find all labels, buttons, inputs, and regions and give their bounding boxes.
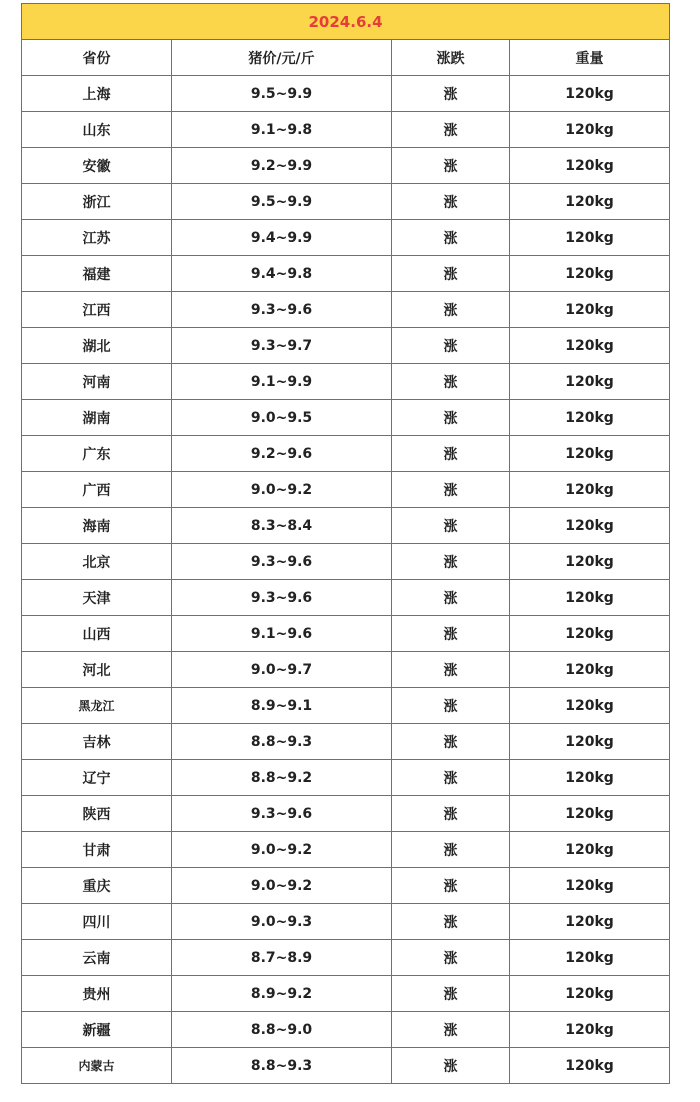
table-row xyxy=(22,1048,670,1084)
price-cell: 9.1~9.9 xyxy=(172,364,392,400)
change-cell: 涨 xyxy=(392,256,510,292)
price-cell: 8.8~9.3 xyxy=(172,724,392,760)
table-row xyxy=(22,760,670,796)
change-cell: 涨 xyxy=(392,904,510,940)
weight-cell: 120kg xyxy=(510,652,670,688)
table-row xyxy=(22,148,670,184)
province-cell: 上海 xyxy=(22,76,172,112)
table-row xyxy=(22,724,670,760)
province-cell: 河南 xyxy=(22,364,172,400)
table-row xyxy=(22,400,670,436)
change-cell: 涨 xyxy=(392,688,510,724)
change-cell: 涨 xyxy=(392,940,510,976)
table-row xyxy=(22,328,670,364)
change-cell: 涨 xyxy=(392,868,510,904)
price-cell: 9.3~9.6 xyxy=(172,544,392,580)
weight-cell: 120kg xyxy=(510,1012,670,1048)
price-cell: 9.3~9.6 xyxy=(172,292,392,328)
price-cell: 9.3~9.6 xyxy=(172,796,392,832)
table-row xyxy=(22,616,670,652)
price-cell: 8.8~9.0 xyxy=(172,1012,392,1048)
table-row xyxy=(22,436,670,472)
price-cell: 8.7~8.9 xyxy=(172,940,392,976)
province-cell: 山西 xyxy=(22,616,172,652)
table-row xyxy=(22,580,670,616)
change-cell: 涨 xyxy=(392,184,510,220)
header-weight: 重量 xyxy=(510,40,670,76)
weight-cell: 120kg xyxy=(510,724,670,760)
table-row xyxy=(22,184,670,220)
change-cell: 涨 xyxy=(392,148,510,184)
weight-cell: 120kg xyxy=(510,544,670,580)
province-cell: 甘肃 xyxy=(22,832,172,868)
table-row xyxy=(22,976,670,1012)
change-cell: 涨 xyxy=(392,544,510,580)
weight-cell: 120kg xyxy=(510,760,670,796)
province-cell: 山东 xyxy=(22,112,172,148)
change-cell: 涨 xyxy=(392,976,510,1012)
weight-cell: 120kg xyxy=(510,616,670,652)
price-cell: 9.1~9.6 xyxy=(172,616,392,652)
weight-cell: 120kg xyxy=(510,292,670,328)
header-price: 猪价/元/斤 xyxy=(172,40,392,76)
weight-cell: 120kg xyxy=(510,832,670,868)
province-cell: 辽宁 xyxy=(22,760,172,796)
weight-cell: 120kg xyxy=(510,220,670,256)
price-cell: 8.9~9.2 xyxy=(172,976,392,1012)
price-cell: 8.3~8.4 xyxy=(172,508,392,544)
province-cell: 湖南 xyxy=(22,400,172,436)
province-cell: 江西 xyxy=(22,292,172,328)
change-cell: 涨 xyxy=(392,724,510,760)
table-header-row xyxy=(22,40,670,76)
change-cell: 涨 xyxy=(392,508,510,544)
change-cell: 涨 xyxy=(392,652,510,688)
table-date-title: 2024.6.4 xyxy=(22,4,670,40)
province-cell: 广西 xyxy=(22,472,172,508)
province-cell: 湖北 xyxy=(22,328,172,364)
price-cell: 9.0~9.2 xyxy=(172,832,392,868)
weight-cell: 120kg xyxy=(510,940,670,976)
change-cell: 涨 xyxy=(392,832,510,868)
province-cell: 广东 xyxy=(22,436,172,472)
table-row xyxy=(22,940,670,976)
price-cell: 8.8~9.3 xyxy=(172,1048,392,1084)
weight-cell: 120kg xyxy=(510,148,670,184)
province-cell: 浙江 xyxy=(22,184,172,220)
price-cell: 9.5~9.9 xyxy=(172,184,392,220)
price-cell: 9.1~9.8 xyxy=(172,112,392,148)
price-cell: 9.3~9.6 xyxy=(172,580,392,616)
price-cell: 9.2~9.9 xyxy=(172,148,392,184)
province-cell: 内蒙古 xyxy=(22,1048,172,1084)
change-cell: 涨 xyxy=(392,580,510,616)
weight-cell: 120kg xyxy=(510,256,670,292)
table-row xyxy=(22,364,670,400)
change-cell: 涨 xyxy=(392,112,510,148)
change-cell: 涨 xyxy=(392,328,510,364)
weight-cell: 120kg xyxy=(510,1048,670,1084)
change-cell: 涨 xyxy=(392,472,510,508)
change-cell: 涨 xyxy=(392,616,510,652)
change-cell: 涨 xyxy=(392,796,510,832)
table-row xyxy=(22,76,670,112)
change-cell: 涨 xyxy=(392,1012,510,1048)
weight-cell: 120kg xyxy=(510,328,670,364)
price-cell: 9.0~9.7 xyxy=(172,652,392,688)
province-cell: 重庆 xyxy=(22,868,172,904)
change-cell: 涨 xyxy=(392,76,510,112)
weight-cell: 120kg xyxy=(510,580,670,616)
table-row xyxy=(22,508,670,544)
price-cell: 9.0~9.5 xyxy=(172,400,392,436)
price-cell: 9.0~9.2 xyxy=(172,472,392,508)
table-row xyxy=(22,832,670,868)
weight-cell: 120kg xyxy=(510,868,670,904)
weight-cell: 120kg xyxy=(510,112,670,148)
price-cell: 9.0~9.2 xyxy=(172,868,392,904)
province-cell: 河北 xyxy=(22,652,172,688)
table-row xyxy=(22,1012,670,1048)
table-row xyxy=(22,544,670,580)
table-row xyxy=(22,292,670,328)
price-cell: 8.9~9.1 xyxy=(172,688,392,724)
province-cell: 四川 xyxy=(22,904,172,940)
table-row xyxy=(22,904,670,940)
table-row xyxy=(22,652,670,688)
province-cell: 江苏 xyxy=(22,220,172,256)
weight-cell: 120kg xyxy=(510,472,670,508)
price-cell: 9.0~9.3 xyxy=(172,904,392,940)
change-cell: 涨 xyxy=(392,220,510,256)
province-cell: 北京 xyxy=(22,544,172,580)
price-cell: 9.5~9.9 xyxy=(172,76,392,112)
price-cell: 9.4~9.9 xyxy=(172,220,392,256)
weight-cell: 120kg xyxy=(510,184,670,220)
weight-cell: 120kg xyxy=(510,904,670,940)
province-cell: 贵州 xyxy=(22,976,172,1012)
table-row xyxy=(22,472,670,508)
change-cell: 涨 xyxy=(392,292,510,328)
weight-cell: 120kg xyxy=(510,364,670,400)
header-province: 省份 xyxy=(22,40,172,76)
change-cell: 涨 xyxy=(392,400,510,436)
price-cell: 8.8~9.2 xyxy=(172,760,392,796)
price-cell: 9.3~9.7 xyxy=(172,328,392,364)
price-cell: 9.2~9.6 xyxy=(172,436,392,472)
province-cell: 云南 xyxy=(22,940,172,976)
province-cell: 海南 xyxy=(22,508,172,544)
province-cell: 吉林 xyxy=(22,724,172,760)
table-row xyxy=(22,868,670,904)
weight-cell: 120kg xyxy=(510,400,670,436)
province-cell: 天津 xyxy=(22,580,172,616)
header-change: 涨跌 xyxy=(392,40,510,76)
table-row xyxy=(22,220,670,256)
weight-cell: 120kg xyxy=(510,688,670,724)
weight-cell: 120kg xyxy=(510,436,670,472)
province-cell: 福建 xyxy=(22,256,172,292)
table-row xyxy=(22,796,670,832)
weight-cell: 120kg xyxy=(510,76,670,112)
table-row xyxy=(22,112,670,148)
province-cell: 安徽 xyxy=(22,148,172,184)
change-cell: 涨 xyxy=(392,436,510,472)
table-title-row xyxy=(22,4,670,40)
change-cell: 涨 xyxy=(392,760,510,796)
change-cell: 涨 xyxy=(392,1048,510,1084)
province-cell: 新疆 xyxy=(22,1012,172,1048)
province-cell: 陕西 xyxy=(22,796,172,832)
weight-cell: 120kg xyxy=(510,976,670,1012)
price-cell: 9.4~9.8 xyxy=(172,256,392,292)
weight-cell: 120kg xyxy=(510,508,670,544)
table-row xyxy=(22,256,670,292)
change-cell: 涨 xyxy=(392,364,510,400)
pig-price-table xyxy=(21,3,670,1084)
weight-cell: 120kg xyxy=(510,796,670,832)
table-row xyxy=(22,688,670,724)
province-cell: 黑龙江 xyxy=(22,688,172,724)
